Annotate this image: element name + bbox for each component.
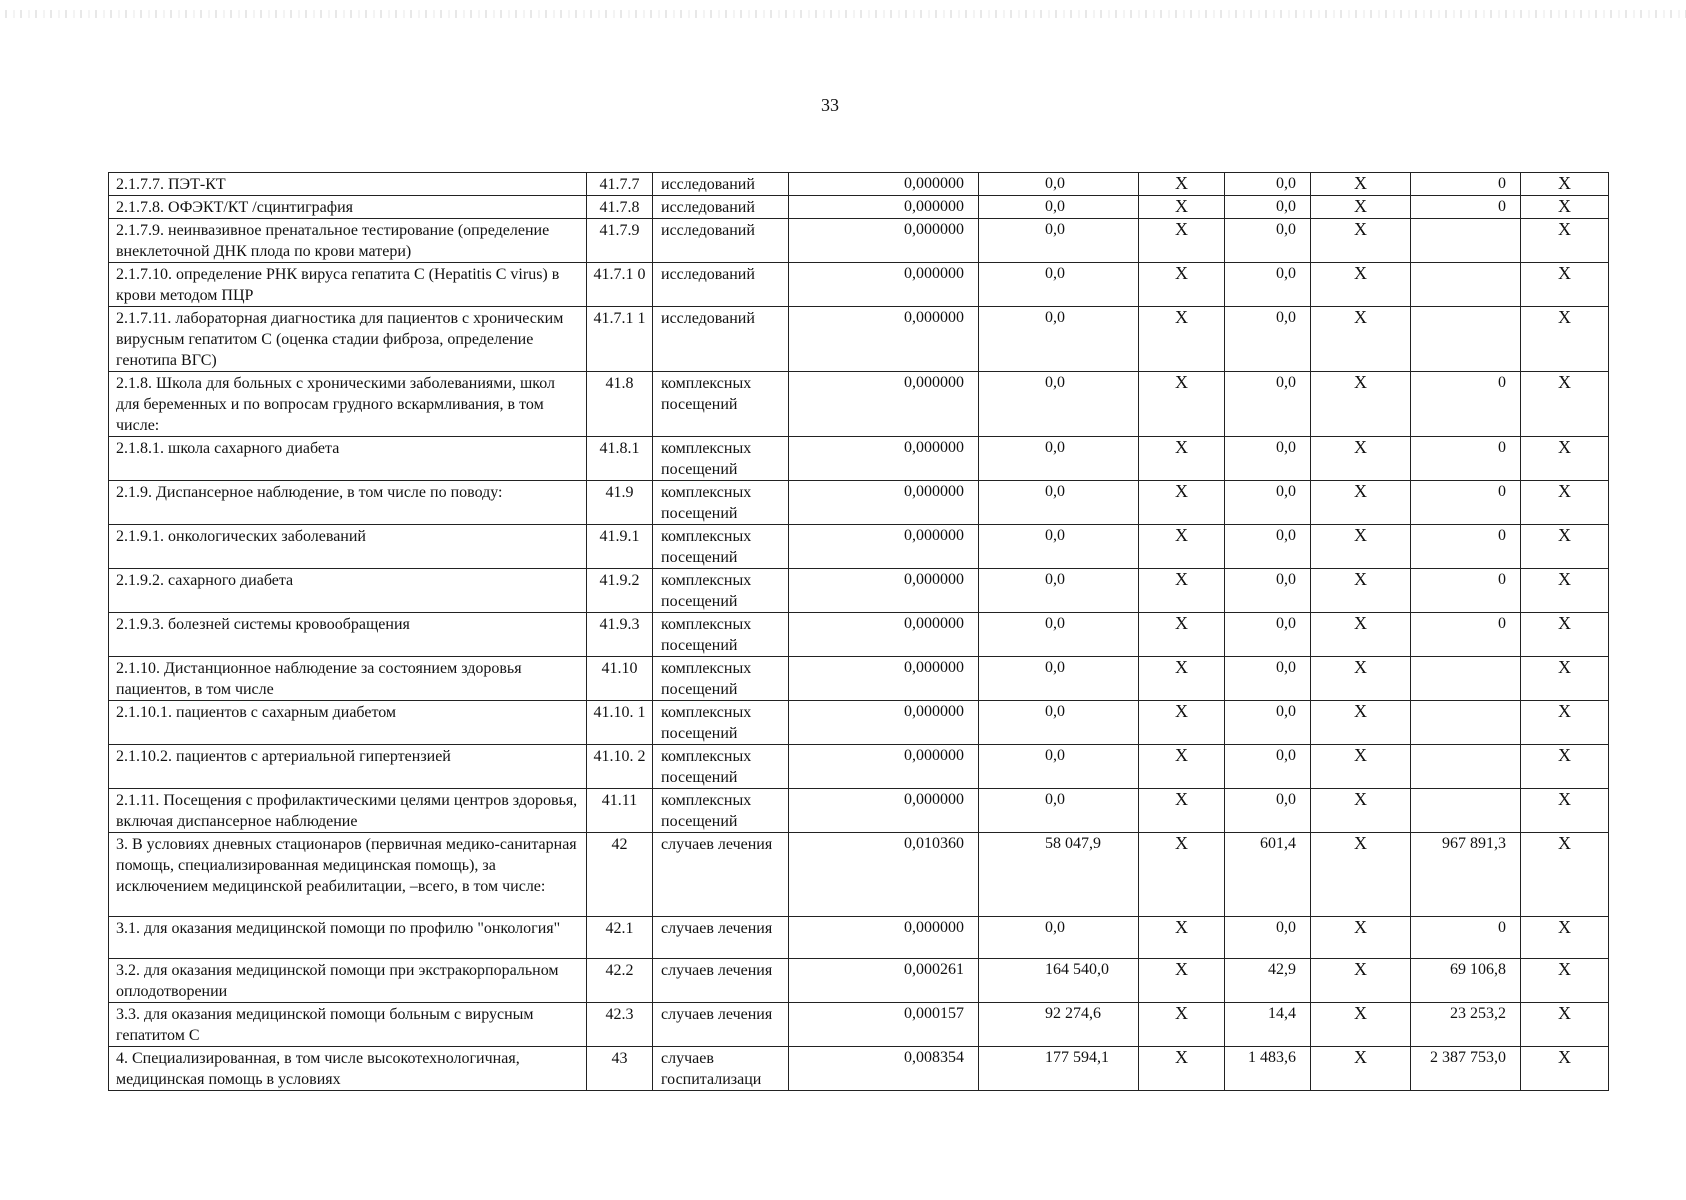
row-code: 42.2 [587,959,653,1003]
row-unit: случаев лечения [653,833,789,917]
row-code: 43 [587,1047,653,1091]
row-name: 2.1.10.2. пациентов с артериальной гипертензией [109,745,587,789]
row-code: 41.7.1 1 [587,307,653,372]
row-mark: Х [1139,789,1225,833]
row-cost: 92 274,6 [979,1003,1139,1047]
row-norm: 0,000000 [789,701,979,745]
table-row [109,917,1609,959]
table-row [109,569,1609,613]
row-per-capita: 0,0 [1225,745,1311,789]
row-unit: случаев лечения [653,917,789,959]
table-row [109,701,1609,745]
row-cost: 0,0 [979,219,1139,263]
row-code: 42.3 [587,1003,653,1047]
row-mark: Х [1311,263,1411,307]
standards-table [108,172,1609,1091]
table-row [109,196,1609,219]
row-per-capita: 0,0 [1225,613,1311,657]
row-unit: исследований [653,263,789,307]
table-row [109,1047,1609,1091]
row-norm: 0,000000 [789,569,979,613]
row-name: 2.1.8.1. школа сахарного диабета [109,437,587,481]
row-cost: 177 594,1 [979,1047,1139,1091]
row-per-capita: 601,4 [1225,833,1311,917]
row-norm: 0,000000 [789,481,979,525]
row-mark: Х [1139,437,1225,481]
row-cost: 0,0 [979,307,1139,372]
table-row [109,481,1609,525]
row-norm: 0,000000 [789,745,979,789]
row-total [1411,789,1521,833]
row-mark: Х [1139,219,1225,263]
row-norm: 0,000000 [789,917,979,959]
row-mark: Х [1311,569,1411,613]
row-code: 41.11 [587,789,653,833]
row-total: 0 [1411,437,1521,481]
table-row [109,437,1609,481]
row-code: 41.10. 2 [587,745,653,789]
table-row [109,745,1609,789]
row-mark: Х [1521,569,1609,613]
row-total [1411,263,1521,307]
row-code: 42.1 [587,917,653,959]
row-unit: комплексных посещений [653,701,789,745]
row-name: 3.3. для оказания медицинской помощи больным с вирусным гепатитом С [109,1003,587,1047]
row-unit: исследований [653,173,789,196]
row-mark: Х [1521,613,1609,657]
row-code: 41.9.3 [587,613,653,657]
table-row [109,372,1609,437]
row-unit: случаев лечения [653,1003,789,1047]
row-unit: исследований [653,307,789,372]
row-total [1411,307,1521,372]
row-name: 2.1.9. Диспансерное наблюдение, в том числе по поводу: [109,481,587,525]
row-cost: 0,0 [979,263,1139,307]
row-norm: 0,000000 [789,437,979,481]
row-cost: 0,0 [979,613,1139,657]
row-mark: Х [1311,613,1411,657]
row-mark: Х [1139,745,1225,789]
row-total: 0 [1411,173,1521,196]
page-number: 33 [821,95,839,115]
row-mark: Х [1521,481,1609,525]
row-mark: Х [1311,173,1411,196]
row-per-capita: 0,0 [1225,372,1311,437]
row-mark: Х [1311,437,1411,481]
row-norm: 0,000000 [789,657,979,701]
row-name: 2.1.10.1. пациентов с сахарным диабетом [109,701,587,745]
row-unit: исследований [653,219,789,263]
row-mark: Х [1311,657,1411,701]
row-total: 0 [1411,372,1521,437]
row-mark: Х [1521,745,1609,789]
row-norm: 0,000000 [789,372,979,437]
row-cost: 0,0 [979,657,1139,701]
row-mark: Х [1139,833,1225,917]
row-cost: 164 540,0 [979,959,1139,1003]
row-mark: Х [1521,437,1609,481]
row-unit: комплексных посещений [653,657,789,701]
row-name: 3.2. для оказания медицинской помощи при экстракорпоральном оплодотворении [109,959,587,1003]
row-unit: комплексных посещений [653,481,789,525]
row-code: 41.8 [587,372,653,437]
row-mark: Х [1139,1003,1225,1047]
row-mark: Х [1311,959,1411,1003]
row-mark: Х [1521,525,1609,569]
row-total: 967 891,3 [1411,833,1521,917]
row-per-capita: 14,4 [1225,1003,1311,1047]
row-per-capita: 0,0 [1225,481,1311,525]
row-cost: 0,0 [979,437,1139,481]
row-mark: Х [1311,307,1411,372]
row-mark: Х [1139,525,1225,569]
row-mark: Х [1521,789,1609,833]
row-name: 2.1.7.10. определение РНК вируса гепатита С (Hepatitis C virus) в крови методом ПЦР [109,263,587,307]
row-per-capita: 0,0 [1225,657,1311,701]
table-row [109,263,1609,307]
row-norm: 0,000000 [789,613,979,657]
table-row [109,525,1609,569]
row-unit: комплексных посещений [653,569,789,613]
row-cost: 0,0 [979,569,1139,613]
row-code: 41.7.7 [587,173,653,196]
row-cost: 0,0 [979,745,1139,789]
row-per-capita: 0,0 [1225,701,1311,745]
row-mark: Х [1521,1047,1609,1091]
row-norm: 0,000000 [789,525,979,569]
table-row [109,307,1609,372]
row-code: 41.7.9 [587,219,653,263]
row-mark: Х [1521,196,1609,219]
row-mark: Х [1139,657,1225,701]
row-cost: 58 047,9 [979,833,1139,917]
row-mark: Х [1139,917,1225,959]
row-name: 2.1.7.9. неинвазивное пренатальное тестирование (определение внеклеточной ДНК плода по крови матери) [109,219,587,263]
row-total [1411,219,1521,263]
row-mark: Х [1311,219,1411,263]
row-mark: Х [1311,481,1411,525]
row-code: 41.9.1 [587,525,653,569]
row-mark: Х [1311,789,1411,833]
row-per-capita: 0,0 [1225,263,1311,307]
row-name: 2.1.10. Дистанционное наблюдение за состоянием здоровья пациентов, в том числе [109,657,587,701]
row-name: 2.1.8. Школа для больных с хроническими заболеваниями, школ для беременных и по вопросам грудного вскармливания, в том числе: [109,372,587,437]
row-per-capita: 1 483,6 [1225,1047,1311,1091]
row-code: 41.9 [587,481,653,525]
row-per-capita: 0,0 [1225,525,1311,569]
row-mark: Х [1311,833,1411,917]
row-unit: комплексных посещений [653,613,789,657]
table-row [109,833,1609,917]
row-mark: Х [1311,525,1411,569]
row-mark: Х [1521,263,1609,307]
row-code: 42 [587,833,653,917]
row-name: 3.1. для оказания медицинской помощи по профилю "онкология" [109,917,587,959]
row-per-capita: 0,0 [1225,917,1311,959]
row-mark: Х [1139,307,1225,372]
row-mark: Х [1311,1003,1411,1047]
row-code: 41.7.1 0 [587,263,653,307]
row-cost: 0,0 [979,525,1139,569]
table-row [109,1003,1609,1047]
row-mark: Х [1521,307,1609,372]
row-mark: Х [1311,196,1411,219]
row-mark: Х [1139,613,1225,657]
row-cost: 0,0 [979,701,1139,745]
row-per-capita: 0,0 [1225,196,1311,219]
row-norm: 0,010360 [789,833,979,917]
row-code: 41.10. 1 [587,701,653,745]
row-cost: 0,0 [979,372,1139,437]
row-mark: Х [1521,657,1609,701]
row-mark: Х [1139,1047,1225,1091]
table-row [109,789,1609,833]
row-total: 2 387 753,0 [1411,1047,1521,1091]
row-mark: Х [1521,372,1609,437]
row-mark: Х [1139,263,1225,307]
table-row [109,173,1609,196]
table-row [109,959,1609,1003]
row-norm: 0,000000 [789,173,979,196]
row-total [1411,745,1521,789]
row-unit: комплексных посещений [653,745,789,789]
row-mark: Х [1521,917,1609,959]
row-mark: Х [1521,219,1609,263]
row-mark: Х [1139,701,1225,745]
row-code: 41.9.2 [587,569,653,613]
row-per-capita: 0,0 [1225,437,1311,481]
row-unit: случаев госпитализаци [653,1047,789,1091]
row-code: 41.7.8 [587,196,653,219]
row-norm: 0,000000 [789,789,979,833]
row-per-capita: 0,0 [1225,307,1311,372]
row-name: 2.1.7.8. ОФЭКТ/КТ /сцинтиграфия [109,196,587,219]
row-total [1411,657,1521,701]
row-total: 23 253,2 [1411,1003,1521,1047]
row-total [1411,701,1521,745]
row-total: 69 106,8 [1411,959,1521,1003]
row-cost: 0,0 [979,196,1139,219]
row-cost: 0,0 [979,789,1139,833]
row-mark: Х [1139,372,1225,437]
row-per-capita: 0,0 [1225,569,1311,613]
row-mark: Х [1521,173,1609,196]
row-norm: 0,000261 [789,959,979,1003]
row-mark: Х [1521,1003,1609,1047]
row-mark: Х [1521,701,1609,745]
row-mark: Х [1521,959,1609,1003]
row-unit: комплексных посещений [653,525,789,569]
row-mark: Х [1311,372,1411,437]
row-name: 2.1.9.2. сахарного диабета [109,569,587,613]
table-row [109,657,1609,701]
table-body [109,173,1609,1091]
row-name: 2.1.7.11. лабораторная диагностика для пациентов с хроническим вирусным гепатитом С (оценка стадии фиброза, определение генотипа ВГС) [109,307,587,372]
row-per-capita: 42,9 [1225,959,1311,1003]
row-mark: Х [1311,701,1411,745]
row-norm: 0,008354 [789,1047,979,1091]
row-name: 2.1.7.7. ПЭТ-КТ [109,173,587,196]
row-norm: 0,000000 [789,219,979,263]
table-row [109,219,1609,263]
row-norm: 0,000000 [789,307,979,372]
scan-edge-artifact [0,10,1686,18]
row-total: 0 [1411,917,1521,959]
row-cost: 0,0 [979,481,1139,525]
row-mark: Х [1139,481,1225,525]
row-mark: Х [1139,959,1225,1003]
row-unit: комплексных посещений [653,789,789,833]
row-norm: 0,000000 [789,263,979,307]
row-code: 41.10 [587,657,653,701]
row-mark: Х [1311,745,1411,789]
row-name: 3. В условиях дневных стационаров (первичная медико-санитарная помощь, специализированная медицинская помощь), за исключением медицинской реабилитации, –всего, в том числе: [109,833,587,917]
row-norm: 0,000157 [789,1003,979,1047]
row-cost: 0,0 [979,173,1139,196]
row-mark: Х [1521,833,1609,917]
row-name: 2.1.9.3. болезней системы кровообращения [109,613,587,657]
row-mark: Х [1311,1047,1411,1091]
row-total: 0 [1411,481,1521,525]
row-unit: комплексных посещений [653,437,789,481]
row-mark: Х [1139,173,1225,196]
row-mark: Х [1139,569,1225,613]
table-row [109,613,1609,657]
row-unit: случаев лечения [653,959,789,1003]
row-total: 0 [1411,525,1521,569]
row-per-capita: 0,0 [1225,789,1311,833]
row-name: 2.1.11. Посещения с профилактическими целями центров здоровья, включая диспансерное наблюдение [109,789,587,833]
row-mark: Х [1139,196,1225,219]
row-code: 41.8.1 [587,437,653,481]
row-total: 0 [1411,196,1521,219]
row-mark: Х [1311,917,1411,959]
row-unit: исследований [653,196,789,219]
row-name: 4. Специализированная, в том числе высокотехнологичная, медицинская помощь в условиях [109,1047,587,1091]
row-unit: комплексных посещений [653,372,789,437]
row-cost: 0,0 [979,917,1139,959]
row-name: 2.1.9.1. онкологических заболеваний [109,525,587,569]
row-per-capita: 0,0 [1225,173,1311,196]
row-total: 0 [1411,569,1521,613]
row-total: 0 [1411,613,1521,657]
row-per-capita: 0,0 [1225,219,1311,263]
row-norm: 0,000000 [789,196,979,219]
